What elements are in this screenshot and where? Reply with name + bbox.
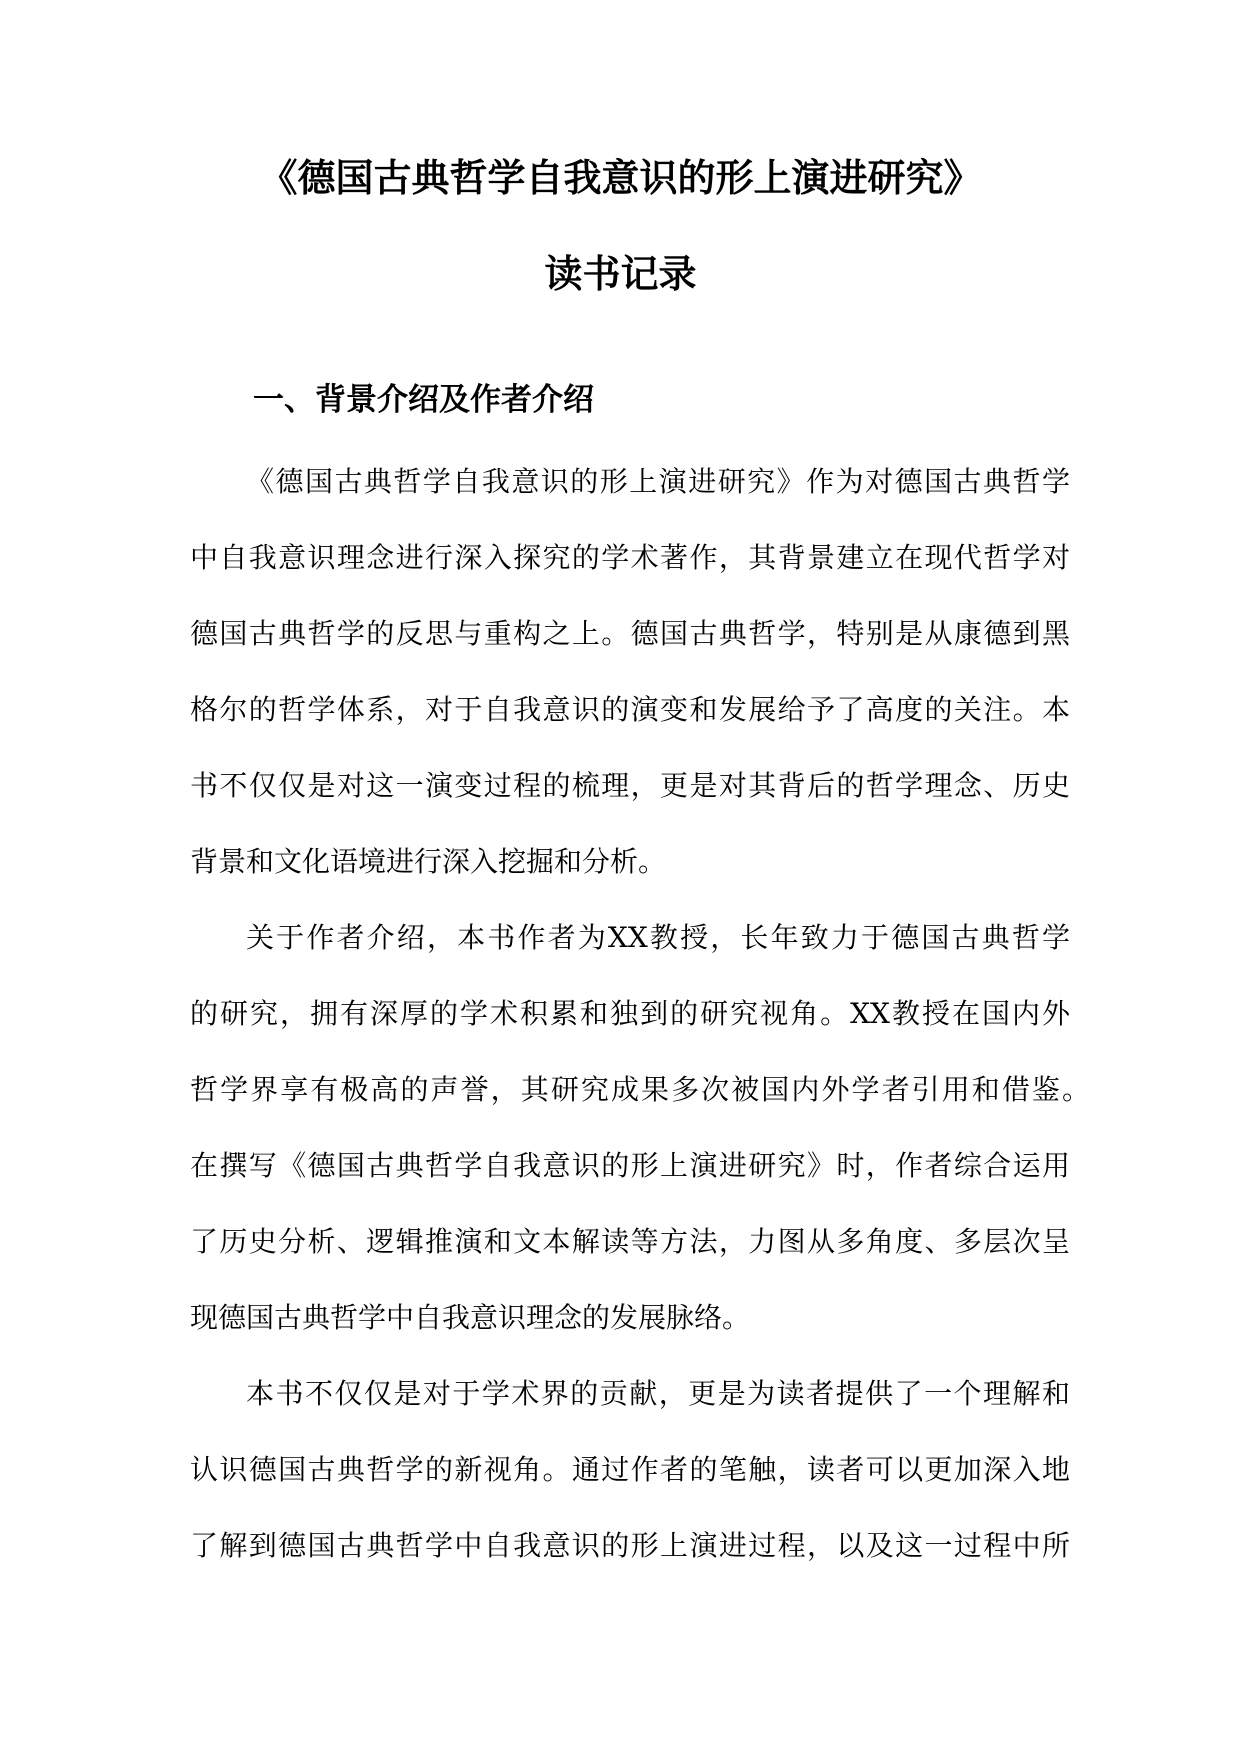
document-title: 《德国古典哲学自我意识的形上演进研究》: [259, 155, 982, 200]
paragraph-1-line-2: 中自我意识理念进行深入探究的学术著作，其背景建立在现代哲学对: [190, 541, 1070, 574]
paragraph-2-line-6: 现德国古典哲学中自我意识理念的发展脉络。: [190, 1301, 751, 1334]
paragraph-1-line-6: 背景和文化语境进行深入挖掘和分析。: [190, 845, 667, 878]
paragraph-2-line-5: 了历史分析、逻辑推演和文本解读等方法，力图从多角度、多层次呈: [190, 1225, 1070, 1258]
paragraph-3-line-1: 本书不仅仅是对于学术界的贡献，更是为读者提供了一个理解和: [246, 1377, 1070, 1410]
paragraph-1-line-4: 格尔的哲学体系，对于自我意识的演变和发展给予了高度的关注。本: [190, 693, 1070, 726]
paragraph-1-line-3: 德国古典哲学的反思与重构之上。德国古典哲学，特别是从康德到黑: [190, 617, 1070, 650]
paragraph-1-line-1: 《德国古典哲学自我意识的形上演进研究》作为对德国古典哲学: [246, 465, 1070, 498]
paragraph-2-line-3: 哲学界享有极高的声誉，其研究成果多次被国内外学者引用和借鉴。: [190, 1073, 1090, 1106]
paragraph-2-line-2: 的研究，拥有深厚的学术积累和独到的研究视角。XX教授在国内外: [190, 997, 1070, 1030]
paragraph-1-line-5: 书不仅仅是对这一演变过程的梳理，更是对其背后的哲学理念、历史: [190, 769, 1070, 802]
paragraph-3-line-3: 了解到德国古典哲学中自我意识的形上演进过程，以及这一过程中所: [190, 1529, 1070, 1562]
paragraph-3-line-2: 认识德国古典哲学的新视角。通过作者的笔触，读者可以更加深入地: [190, 1453, 1070, 1486]
section-heading: 一、背景介绍及作者介绍: [253, 382, 594, 418]
paragraph-2-line-4: 在撰写《德国古典哲学自我意识的形上演进研究》时，作者综合运用: [190, 1149, 1070, 1182]
paragraph-2-line-1: 关于作者介绍，本书作者为XX教授，长年致力于德国古典哲学: [246, 921, 1070, 954]
document-subtitle: 读书记录: [544, 251, 697, 296]
